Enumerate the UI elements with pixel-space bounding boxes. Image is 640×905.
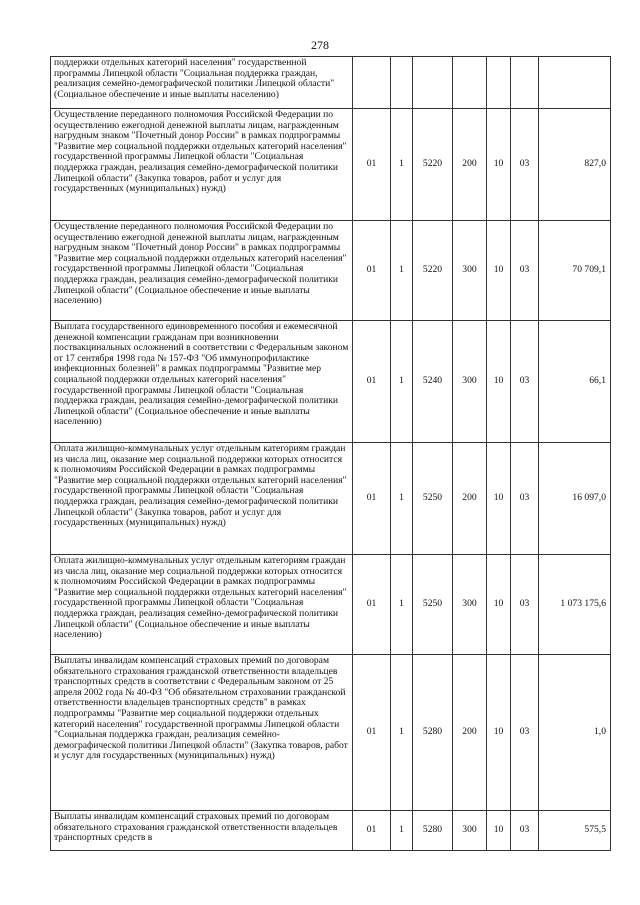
program-code: 01 [353,321,391,443]
section-code: 10 [487,221,511,321]
subprogram-code: 1 [391,555,413,655]
expense-type-code: 300 [453,811,487,851]
row-description: Оплата жилищно-коммунальных услуг отдельным категориям граждан из числа лиц, оказание мер социальной поддержки которых относится к полномочиям Российской Федерации в рамках подпрограммы "Развитие мер социальной поддержки отдельных категорий населения" государственной программы Липецкой области "Социальная поддержка граждан, реализация семейно-демографической политики Липецкой области" (Социальное обеспечение и иные выплаты населению) [51,555,353,655]
program-code: 01 [353,443,391,555]
direction-code [413,57,453,109]
section-code: 10 [487,321,511,443]
row-description: поддержки отдельных категорий населения" государственной программы Липецкой области "Социальная поддержка граждан, реализация семейно-демографической политики Липецкой области" (Социальное обеспечение и иные выплаты населению) [51,57,353,109]
direction-code: 5240 [413,321,453,443]
program-code [353,57,391,109]
table-row [51,655,611,811]
section-code: 10 [487,655,511,811]
row-description: Оплата жилищно-коммунальных услуг отдельным категориям граждан из числа лиц, оказание мер социальной поддержки которых относится к полномочиям Российской Федерации в рамках подпрограммы "Развитие мер социальной поддержки отдельных категорий населения" государственной программы Липецкой области "Социальная поддержка граждан, реализация семейно-демографической политики Липецкой области" (Закупка товаров, работ и услуг для государственных (муниципальных) нужд) [51,443,353,555]
subprogram-code [391,57,413,109]
subprogram-code: 1 [391,655,413,811]
expense-type-code: 300 [453,221,487,321]
row-description: Выплаты инвалидам компенсаций страховых премий по договорам обязательного страхования гражданской ответственности владельцев транспортных средств в [51,811,353,851]
amount: 827,0 [539,109,611,221]
subsection-code: 03 [511,655,539,811]
expense-type-code: 300 [453,321,487,443]
amount: 1,0 [539,655,611,811]
row-description: Осуществление переданного полномочия Российской Федерации по осуществлению ежегодной денежной выплаты лицам, награжденным нагрудным знаком "Почетный донор России" в рамках подпрограммы "Развитие мер социальной поддержки отдельных категорий населения" государственной программы Липецкой области "Социальная поддержка граждан, реализация семейно-демографической политики Липецкой области" (Закупка товаров, работ и услуг для государственных (муниципальных) нужд) [51,109,353,221]
row-description: Выплата государственного единовременного пособия и ежемесячной денежной компенсации гражданам при возникновении поствакцинальных осложнений в соответствии с Федеральным законом от 17 сентября 1998 года № 157-ФЗ "Об иммунопрофилактике инфекционных болезней" в рамках подпрограммы "Развитие мер социальной поддержки отдельных категорий населения" государственной программы Липецкой области "Социальная поддержка граждан, реализация семейно-демографической политики Липецкой области" (Социальное обеспечение и иные выплаты населению) [51,321,353,443]
subsection-code: 03 [511,221,539,321]
program-code: 01 [353,221,391,321]
program-code: 01 [353,811,391,851]
section-code: 10 [487,555,511,655]
direction-code: 5250 [413,555,453,655]
section-code: 10 [487,443,511,555]
expense-type-code: 200 [453,109,487,221]
subsection-code [511,57,539,109]
row-description: Осуществление переданного полномочия Российской Федерации по осуществлению ежегодной денежной выплаты лицам, награжденным нагрудным знаком "Почетный донор России" в рамках подпрограммы "Развитие мер социальной поддержки отдельных категорий населения" государственной программы Липецкой области "Социальная поддержка граждан, реализация семейно-демографической политики Липецкой области" (Социальное обеспечение и иные выплаты населению) [51,221,353,321]
direction-code: 5220 [413,109,453,221]
program-code: 01 [353,655,391,811]
subprogram-code: 1 [391,811,413,851]
table-row [51,555,611,655]
program-code: 01 [353,555,391,655]
table-row [51,811,611,851]
amount [539,57,611,109]
subprogram-code: 1 [391,443,413,555]
section-code: 10 [487,811,511,851]
subsection-code: 03 [511,811,539,851]
direction-code: 5220 [413,221,453,321]
subsection-code: 03 [511,321,539,443]
program-code: 01 [353,109,391,221]
subsection-code: 03 [511,109,539,221]
table-row [51,443,611,555]
subsection-code: 03 [511,443,539,555]
table-row [51,221,611,321]
amount: 575,5 [539,811,611,851]
amount: 1 073 175,6 [539,555,611,655]
table-row [51,57,611,109]
expense-type-code: 300 [453,555,487,655]
subprogram-code: 1 [391,109,413,221]
subsection-code: 03 [511,555,539,655]
expense-type-code: 200 [453,655,487,811]
direction-code: 5250 [413,443,453,555]
expense-type-code [453,57,487,109]
page-number: 278 [311,38,329,52]
amount: 70 709,1 [539,221,611,321]
row-description: Выплаты инвалидам компенсаций страховых премий по договорам обязательного страхования гражданской ответственности владельцев транспортных средств в соответствии с Федеральным законом от 25 апреля 2002 года № 40-ФЗ "Об обязательном страховании гражданской ответственности владельцев транспортных средств" в рамках подпрограммы "Развитие мер социальной поддержки отдельных категорий населения" государственной программы Липецкой области "Социальная поддержка граждан, реализация семейно-демографической политики Липецкой области" (Закупка товаров, работ и услуг для государственных (муниципальных) нужд) [51,655,353,811]
direction-code: 5280 [413,811,453,851]
expense-type-code: 200 [453,443,487,555]
section-code: 10 [487,109,511,221]
amount: 16 097,0 [539,443,611,555]
subprogram-code: 1 [391,321,413,443]
budget-table [50,56,611,851]
section-code [487,57,511,109]
table-row [51,321,611,443]
direction-code: 5280 [413,655,453,811]
table-row [51,109,611,221]
subprogram-code: 1 [391,221,413,321]
amount: 66,1 [539,321,611,443]
